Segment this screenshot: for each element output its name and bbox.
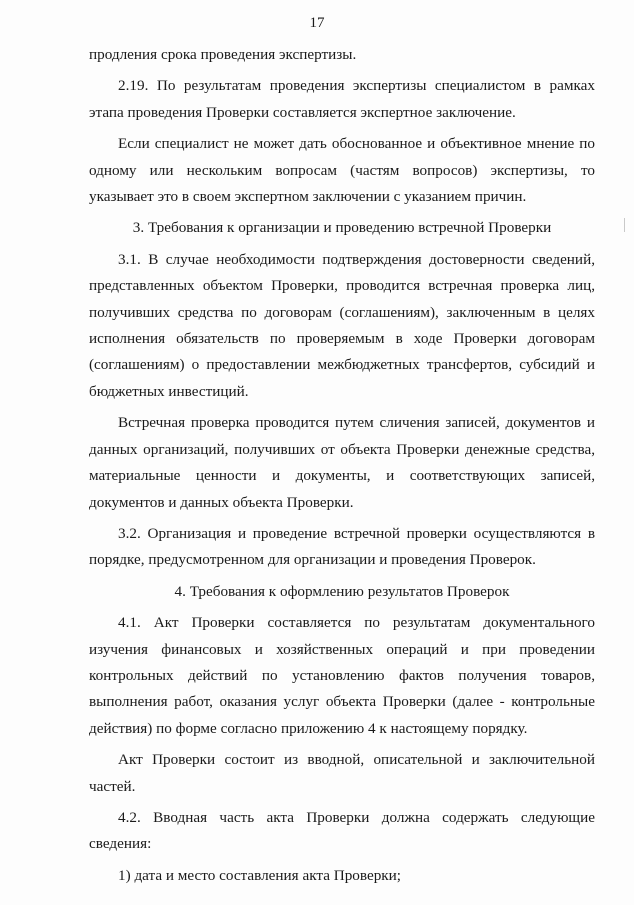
paragraph-act-parts: Акт Проверки состоит из вводной, описательной и заключительной частей.: [89, 751, 595, 795]
paragraph-3-2: 3.2. Организация и проведение встречной проверки осуществляются в порядке, предусмотренном для организации и проведения Проверок.: [89, 524, 595, 569]
section-heading-3: 3. Требования к организации и проведению встречной Проверки: [132, 219, 552, 237]
scan-artifact: [624, 218, 625, 232]
list-item-1: 1) дата и место составления акта Проверки;: [118, 866, 402, 884]
paragraph-2-19: 2.19. По результатам проведения экспертизы специалистом в рамках этапа проведения Проверки составляется экспертное заключение.: [89, 77, 595, 121]
paragraph-specialist-opinion: Если специалист не может дать обоснованное и объективное мнение по одному или нескольким вопросам (частям вопросов) экспертизы, то указывает это в своем экспертном заключении с указанием причин.: [89, 135, 595, 206]
paragraph-counter-check: Встречная проверка проводится путем сличения записей, документов и данных организаций, получивших от объекта Проверки денежные средства, материальные ценности и документы, и соответствующих записей, документов и данных объекта Проверки.: [89, 414, 595, 511]
paragraph-3-1: 3.1. В случае необходимости подтверждения достоверности сведений, представленных объектом Проверки, проводится встречная проверка лиц, получивших средства по договорам (соглашениям), заключенным в целях исполнения обязательств по проверяемым в ходе Проверки договорам (соглашениям) о предоставлении межбюджетных трансфертов, субсидий и бюджетных инвестиций.: [89, 250, 595, 400]
paragraph-4-1: 4.1. Акт Проверки составляется по результатам документального изучения финансовых и хозяйственных операций и при проведении контрольных действий по установлению фактов получения товаров, выполнения работ, оказания услуг объекта Проверки (далее - контрольные действия) по форме согласно приложению 4 к настоящему порядку.: [89, 614, 595, 737]
section-heading-4: 4. Требования к оформлению результатов Проверок: [174, 582, 510, 600]
paragraph-continuation: продления срока проведения экспертизы.: [89, 46, 357, 63]
document-body: [89, 42, 595, 889]
paragraph-4-2: 4.2. Вводная часть акта Проверки должна содержать следующие сведения:: [89, 808, 595, 853]
page-number: 17: [309, 15, 325, 31]
